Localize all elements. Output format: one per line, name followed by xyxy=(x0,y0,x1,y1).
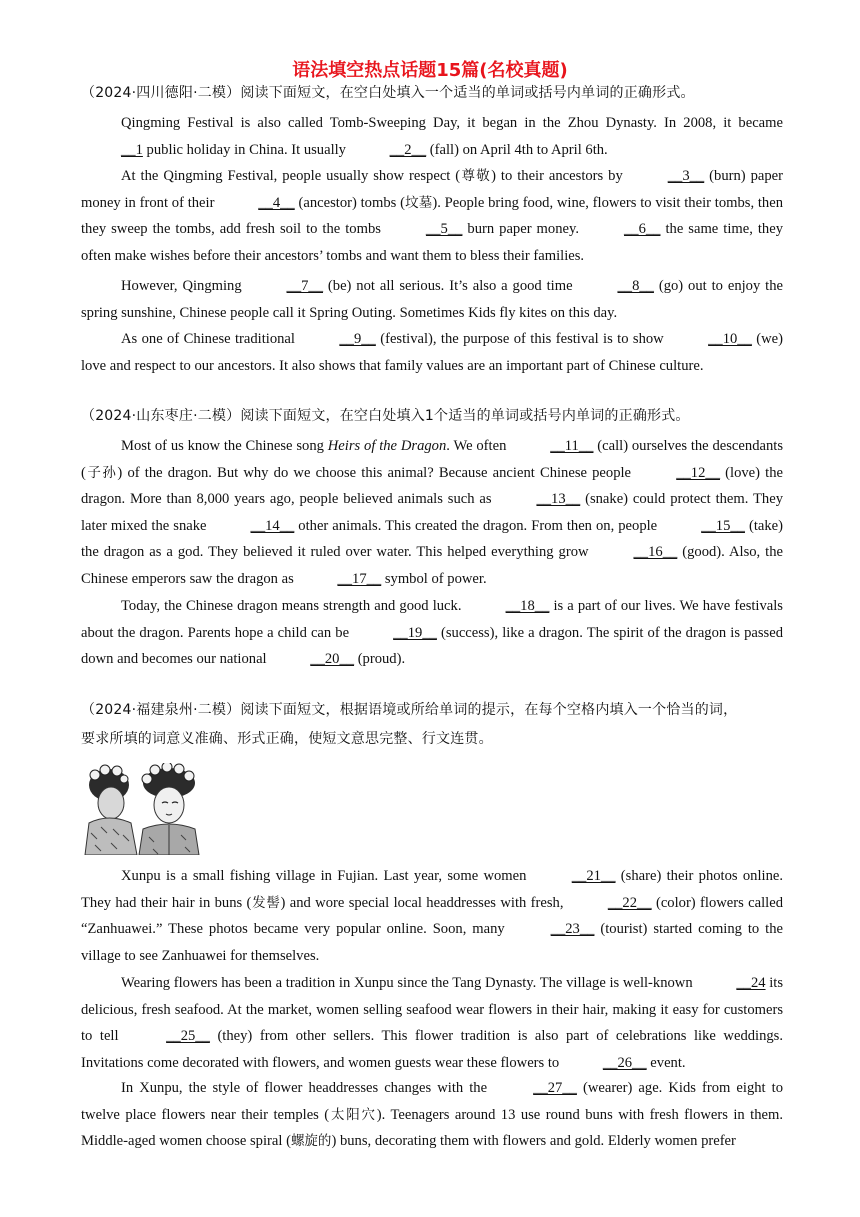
blank-19[interactable]: __19__ xyxy=(393,624,437,641)
source-label-3-line-1: （2024·福建泉州·二模）阅读下面短文，根据语境或所给单词的提示，在每个空格内填入一个恰当的词， xyxy=(81,702,738,718)
passage-2-paragraph-2: Today, the Chinese dragon means strength and good luck. __18__ is a part of our lives. We have festivals about the dragon. Parents hope a child can be __19__ (success), like a dragon. The spirit of the dragon is passed down and becomes our national __20__ (proud). xyxy=(81,593,783,673)
source-label-2: （2024·山东枣庄·二模）阅读下面短文，在空白处填入1个适当的单词或括号内单词的正确形式。 xyxy=(81,408,690,424)
passage-3-paragraph-1: Xunpu is a small fishing village in Fujian. Last year, some women __21__ (share) their photos online. They had their hair in buns (发髻) and wore special local headdresses with fresh, __22__ (color) flowers called “Zanhuawei.” These photos became very popular online. Soon, many __23__ (tourist) started coming to the village to see Zanhuawei for themselves. xyxy=(81,863,783,969)
blank-25[interactable]: __25__ xyxy=(166,1028,210,1044)
blank-24[interactable]: __24 xyxy=(736,975,766,991)
blank-11[interactable]: __11__ xyxy=(550,438,594,454)
passage-3-paragraph-2: Wearing flowers has been a tradition in Xunpu since the Tang Dynasty. The village is well-known __24 its delicious, fresh seafood. At the market, women selling seafood wear flowers in their hair, making it easy for customers to tell __25__ (they) from other sellers. This flower tradition is also part of celebrations like weddings. Invitations come decorated with flowers, and women guests wear these flowers to __26__ event. xyxy=(81,970,783,1076)
blank-6[interactable]: __6__ xyxy=(623,221,661,237)
blank-20[interactable]: __20__ xyxy=(310,651,355,667)
source-label-3-line-2: 要求所填的词意义准确、形式正确，使短文意思完整、行文连贯。 xyxy=(81,731,493,747)
blank-1[interactable]: __1 xyxy=(121,141,143,158)
blank-22[interactable]: __22__ xyxy=(607,894,652,911)
blank-10[interactable]: __10__ xyxy=(708,331,752,347)
blank-9[interactable]: __9__ xyxy=(339,331,376,347)
blank-27[interactable]: __27__ xyxy=(533,1080,577,1096)
blank-4[interactable]: __4__ xyxy=(258,194,295,211)
page-title: 语法填空热点话题15篇(名校真题) xyxy=(292,60,568,81)
blank-18[interactable]: __18__ xyxy=(505,598,550,614)
blank-15[interactable]: __15__ xyxy=(701,517,745,534)
passage-1-paragraph-4: As one of Chinese traditional __9__ (festival), the purpose of this festival is to show __10__ (we) love and respect to our ancestors. It also shows that family values are an important part of Chinese culture. xyxy=(81,326,783,379)
passage-3-paragraph-3: In Xunpu, the style of flower headdresses changes with the __27__ (wearer) age. Kids from eight to twelve place flowers near their temples (太阳穴). Teenagers around 13 use round buns with fresh flowers in them. Middle-aged women choose spiral (螺旋的) buns, decorating them with flowers and gold. Elderly women prefer xyxy=(81,1075,783,1155)
passage-1-paragraph-3: However, Qingming __7__ (be) not all serious. It’s also a good time __8__ (go) out to enjoy the spring sunshine, Chinese people call it Spring Outing. Sometimes Kids fly kites on this day. xyxy=(81,273,783,326)
blank-12[interactable]: __12__ xyxy=(676,464,720,481)
blank-5[interactable]: __5__ xyxy=(425,221,463,237)
blank-2[interactable]: __2__ xyxy=(389,141,427,158)
passage-1-paragraph-1: Qingming Festival is also called Tomb-Sweeping Day, it began in the Zhou Dynasty. In 2008, it became __1 public holiday in China. It usually __2__ (fall) on April 4th to April 6th. xyxy=(81,110,783,163)
passage-2-paragraph-1: Most of us know the Chinese song Heirs of the Dragon. We often __11__ (call) ourselves the descendants (子孙) of the dragon. But why do we choose this animal? Because ancient Chinese people __12__ (love) the dragon. More than 8,000 years ago, people believed animals such as __13__ (snake) could protect them. They later mixed the snake __14__ other animals. This created the dragon. From then on, people __15__ (take) the dragon as a god. They believed it ruled over water. This helped everything grow __16__ (good). Also, the Chinese emperors saw the dragon as __17__ symbol of power. xyxy=(81,433,783,592)
blank-14[interactable]: __14__ xyxy=(250,517,295,534)
blank-17[interactable]: __17__ xyxy=(337,570,382,587)
blank-23[interactable]: __23__ xyxy=(550,921,595,937)
blank-8[interactable]: __8__ xyxy=(617,278,654,294)
blank-7[interactable]: __7__ xyxy=(286,278,324,294)
two-women-headdress-illustration xyxy=(81,763,212,855)
blank-3[interactable]: __3__ xyxy=(667,168,705,184)
source-label-1: （2024·四川德阳·二模）阅读下面短文，在空白处填入一个适当的单词或括号内单词的正确形式。 xyxy=(81,85,695,101)
blank-21[interactable]: __21__ xyxy=(571,868,616,884)
passage-1-paragraph-2: At the Qingming Festival, people usually show respect (尊敬) to their ancestors by __3__ (burn) paper money in front of their __4__ (ancestor) tombs (坟墓). People bring food, wine, flowers to visit their tombs, then they sweep the tombs, add fresh soil to the tombs __5__ burn paper money. __6__ the same time, they often make wishes before their ancestors’ tombs and want them to bless their families. xyxy=(81,163,783,269)
blank-13[interactable]: __13__ xyxy=(536,491,581,507)
blank-26[interactable]: __26__ xyxy=(602,1054,647,1071)
blank-16[interactable]: __16__ xyxy=(633,544,678,560)
